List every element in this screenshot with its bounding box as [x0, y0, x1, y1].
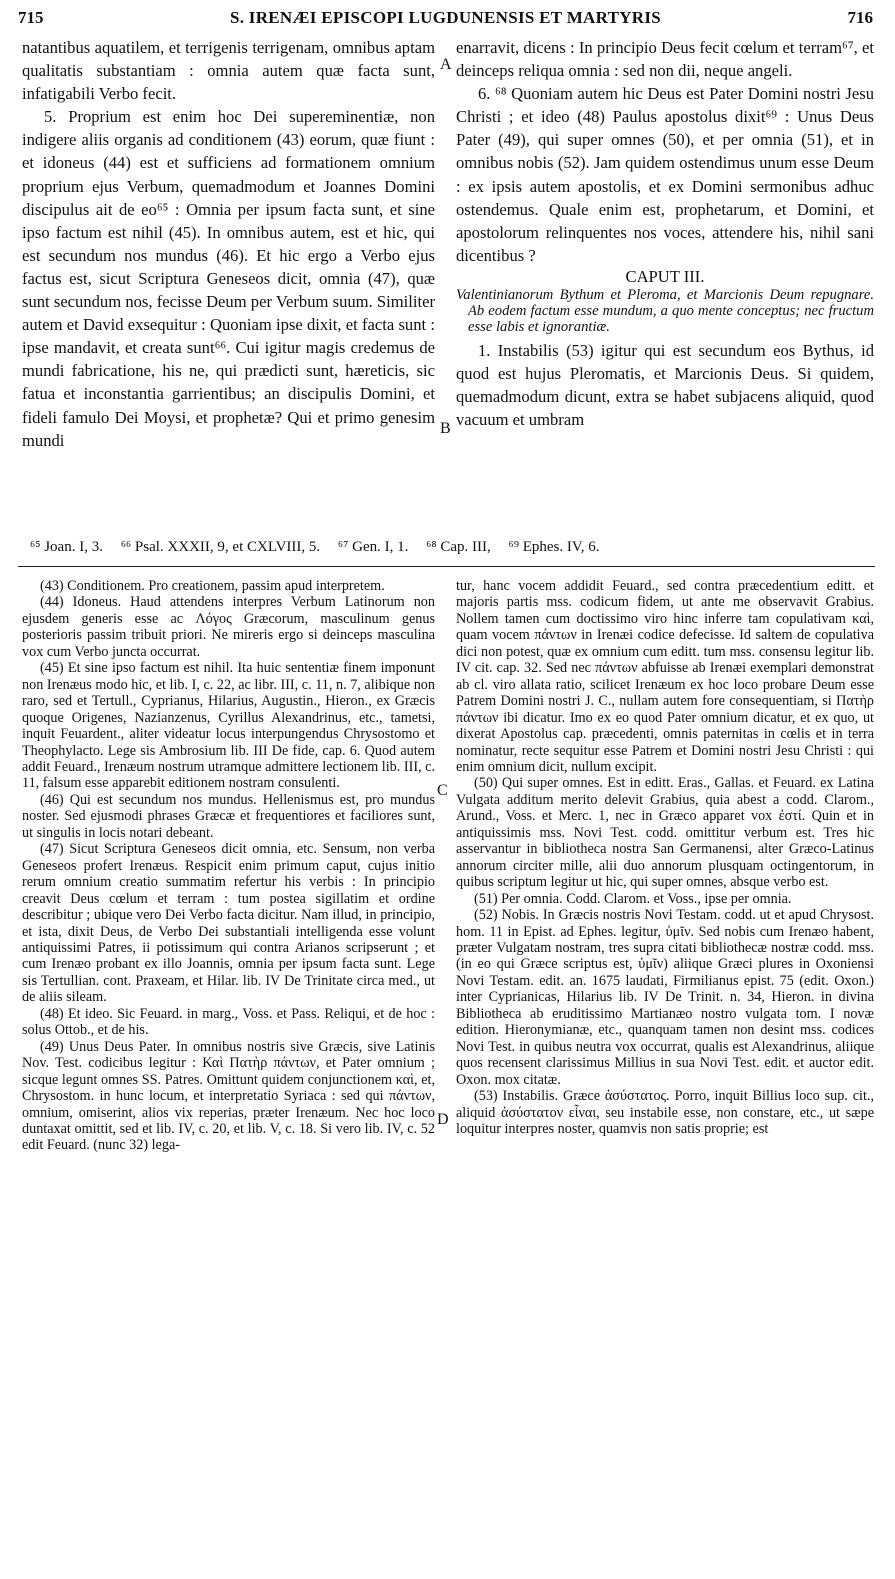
main-text-right-column: [456, 36, 874, 536]
margin-marker-c: C: [437, 782, 448, 799]
main-paragraph: 1. Instabilis (53) igitur qui est secundum eos Bythus, id quod est hujus Pleromatis, et Marcionis Deus. Si quidem, quemadmodum dicunt, extra se habet subjacens aliquid, quod vacuum et umbram: [456, 340, 874, 430]
chapter-heading: CAPUT III.: [625, 266, 705, 286]
chapter-summary: Valentinianorum Bythum et Pleroma, et Marcionis Deum repugnare. Ab eodem factum esse mundum, a quo mente conceptus; nec fructum esse labis et ignorantiæ.: [456, 286, 874, 335]
note: tur, hanc vocem addidit Feuard., sed contra præcedentium editt. et majoris partis mss. codicum fidem, ut ante me observavit Grabius. Nollem tamen cum doctissimo viro hinc inferre tam copulativam καὶ, quam vocem πάντων in Irenæi codice defecisse. Id saltem de copulativa dici non potest, quæ ex omnium cum editt. tum mss. consensu legitur lib. IV cit. cap. 32. Sed nec πάντων abfuisse ab Irenæi exemplari demonstrat ab cl. viro allata ratio, scilicet Irenæum ex hoc loco probare Deum esse Patrem Domini nostri J. C., nullam autem fore consequentiam, si Πατὴρ πάντων ibi dicatur. Imo ex eo quod Pater omnium dicatur, et ex quo, ut dixerat Apostolus cap. præcedenti, omnis paternitas in cœlis et in terra nominatur, recte sequitur esse Patrem et Domini nostri Jesu Christi : qui enim omnium dicit, nullum excipit.: [456, 578, 874, 775]
note: (53) Instabilis. Græce ἀσύστατος. Porro, inquit Billius loco sup. cit., aliquid ἀσύστατον εἶναι, seu instabile esse, non constare, etc., ut sæpe loquitur interpres noster, quamvis non satis proprie; est: [456, 1088, 874, 1137]
note: (51) Per omnia. Codd. Clarom. et Voss., ipse per omnia.: [474, 890, 792, 907]
main-text-left-column: [22, 36, 435, 536]
note: (48) Et ideo. Sic Feuard. in marg., Voss. et Pass. Reliqui, et de hoc : solus Ottob., et de his.: [22, 1005, 435, 1039]
notes-left-column: [22, 578, 435, 1573]
main-paragraph: natantibus aquatilem, et terrigenis terrigenam, omnibus aptam qualitatis substantiam : omnia autem quæ facta sunt, infatigabili Verbo fecit.: [22, 38, 435, 104]
note: (50) Qui super omnes. Est in editt. Eras., Gallas. et Feuard. ex Latina Vulgata additum merito delevit Grabius, quia abest a codd. Clarom., Arund., Voss. et Merc. 1, nec in Græco apparet vox ἐστί. Quin et in antiquissimis mss. Novi Test. codd. omittitur verbum est. Tres hic asservantur in bibliotheca nostra San Germanensi, alter Græco-Latinus annorum circiter mille, alii duo annorum plusquam octingentorum, in quibus scriptum legitur ut hic, qui super omnes, absque verbo est.: [456, 775, 874, 891]
page-number-left: 715: [18, 8, 44, 27]
reference: ⁶⁶ Psal. XXXII, 9, et CXLVIII, 5.: [120, 539, 321, 555]
notes-right-column: [456, 578, 874, 1573]
note: (46) Qui est secundum nos mundus. Hellenismus est, pro mundus noster. Sed ejusmodi phrases Græcæ et frequentiores et faciliores sunt, ut singulis in locis notari debeant.: [22, 791, 435, 841]
note: (44) Idoneus. Haud attendens interpres Verbum Latinorum non ejusdem generis esse ac Λόγος Græcorum, masculinum genus posterioris passim tribuit priori. Ne mireris ergo si deinceps masculina vox cum Verbo juncta occurrat.: [22, 594, 435, 660]
reference: ⁶⁹ Ephes. IV, 6.: [508, 539, 600, 555]
scripture-references: [30, 539, 614, 556]
note: (43) Conditionem. Pro creationem, passim apud interpretem.: [40, 578, 385, 594]
running-title: S. IRENÆI EPISCOPI LUGDUNENSIS ET MARTYRIS: [229, 8, 662, 27]
notes-divider: [18, 566, 875, 567]
reference: ⁶⁸ Cap. III,: [426, 539, 491, 555]
margin-marker-a: A: [440, 56, 452, 73]
reference: ⁶⁵ Joan. I, 3.: [30, 539, 103, 555]
note: (52) Nobis. In Græcis nostris Novi Testam. codd. ut et apud Chrysost. hom. 11 in Epist. ad Ephes. legitur, ὑμῖν. Sed nobis cum Irenæo habent, præter Vulgatam nostram, tres supra citati bibliothecæ nostræ codd. mss. (in eo qui Græce scriptus est, ὑμῖν) aliique Græci plures in Oxoniensi Novi Testam. edit. an. 1675 laudati, Firmilianus epist. 75 (edit. Oxon.) inter Cyprianicas, Hilarius lib. IV De Trinit. n. 34, Hieron. in divina Bibliotheca ab eruditissimo Martianæo nostro vulgata tom. I novæ edition. Hieronymianæ, etc., quanquam tamen non desint mss. codices Novi Test. in quibus neutra vox occurrat, qualis est Alexandrinus, aliique quos recensent clarissimus Millius in sua Novi Test. edit. et auctor edit. Oxon. mox citatæ.: [456, 907, 874, 1088]
main-paragraph: 6. ⁶⁸ Quoniam autem hic Deus est Pater Domini nostri Jesu Christi ; et ideo (48) Paulus apostolus dixit⁶⁹ : Unus Deus Pater (49), qui super omnes (50), et per omnia (51), et in omnibus nobis (52). Jam quidem ostendimus unum esse Deum : ex ipsis autem apostolis, et ex Domini sermonibus adhuc ostendemus. Quale enim est, prophetarum, et Domini, et apostolorum relinquentes nos voces, attendere his, nihil sani dicentibus ?: [456, 84, 874, 265]
note: (45) Et sine ipso factum est nihil. Ita huic sententiæ finem imponunt non Irenæus modo hic, et lib. I, c. 22, ac libr. III, c. 11, n. 7, alibique non raro, sed et Tertull., Cyprianus, Hilarius, Augustin., Hieron., ex Græcis quoque Origenes, Nazianzenus, Cyrillus Alexandrinus, etc., tametsi, inquit Feuardent., aliter videatur locus interpungendus Chrysostomo et Theophylacto. Lege sis Ambrosium lib. III De fide, cap. 6. Quod autem addit Feuard., Irenæum nostrum utramque admittere lectionem lib. III, c. 11, falsum esse apparebit editionem nostram consulenti.: [22, 660, 435, 792]
main-paragraph: enarravit, dicens : In principio Deus fecit cœlum et terram⁶⁷, et deinceps reliqua omnia : sed non dii, neque angeli.: [456, 38, 874, 81]
main-paragraph: 5. Proprium est enim hoc Dei supereminentiæ, non indigere aliis organis ad conditionem (43) eorum, quæ fiunt : et idoneus (44) est et sufficiens ad formationem omnium proprium ejus Verbum, quemadmodum et Joannes Domini discipulus ait de eo⁶⁵ : Omnia per ipsum facta sunt, et sine ipso factum est nihil (45). In omnibus autem, est et hic, qui est secundum nos mundus (46). Et hic ergo a Verbo ejus factus est, sicut Scriptura Geneseos dicit, omnia (47), quæ sunt secundum nos, fecisse Deum per Verbum suum. Similiter autem et David exsequitur : Quoniam ipse dixit, et facta sunt : ipse mandavit, et creata sunt⁶⁶. Cui igitur magis credemus de mundi fabricatione, his ne, qui prædicti sunt, hæreticis, sic fatua et inconstantia garrientibus; an discipulis Domini, et fideli famulo Dei Moysi, et prophetæ? Qui et primo genesim mundi: [22, 107, 435, 450]
note: (49) Unus Deus Pater. In omnibus nostris sive Græcis, sive Latinis Nov. Test. codicibus legitur : Καὶ Πατὴρ πάντων, et Pater omnium ; sicque legunt omnes SS. Patres. Omittunt quidem conjunctionem καὶ, et, Chrysostom. in hunc locum, et interpretatio Syriaca : sed qui πάντων, omnium, omiserint, alios vix reperias, præter Irenæum. Nec hoc loco duntaxat omittit, sed et lib. IV, c. 20, et lib. V, c. 18. Si vero lib. IV, c. 52 edit Feuard. (nunc 32) lega-: [22, 1038, 435, 1154]
page-number-right: 716: [847, 8, 873, 27]
margin-marker-d: D: [437, 1111, 449, 1128]
page-header: [18, 8, 873, 34]
reference: ⁶⁷ Gen. I, 1.: [337, 539, 409, 555]
margin-marker-b: B: [440, 420, 451, 437]
note: (47) Sicut Scriptura Geneseos dicit omnia, etc. Sensum, non verba Geneseos profert Irenæus. Respicit enim primum caput, cujus initio rerum omnium creatio summatim refertur his verbis : In principio creavit Deus cœlum et terram : tum postea sigillatim et ordine describitur ; ubique vero Dei Verbo facta dicitur. Nam illud, in principio, et ista, dixit Deus, de Verbo Dei substantiali intelligenda esse volunt antiquissimi Patres, ii potissimum qui contra Arianos scripserunt ; et cum Irenæo probant ex illo Joannis, omnia per ipsum facta sunt. Lege sis Tertullian. cont. Praxeam, et Hilar. lib. IV De Trinitate circa med., ut de aliis sileam.: [22, 841, 435, 1006]
